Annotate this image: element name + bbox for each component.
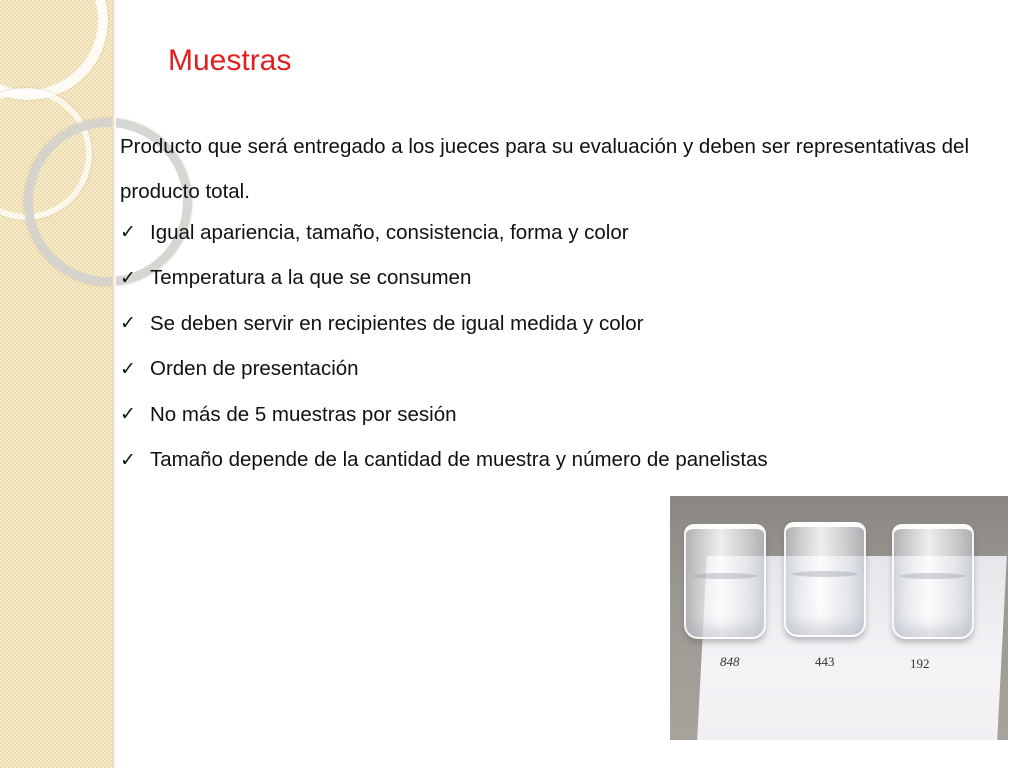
checkmark-icon: ✓: [120, 222, 136, 244]
bullet-text: Igual apariencia, tamaño, consistencia, forma y color: [150, 220, 629, 244]
sample-code-label: 192: [910, 656, 930, 671]
bullet-text: Se deben servir en recipientes de igual medida y color: [150, 311, 644, 335]
checkmark-icon: ✓: [120, 449, 136, 471]
sidebar-edge: [112, 0, 116, 768]
intro-paragraph: Producto que será entregado a los jueces para su evaluación y deben ser representativas del producto total.: [120, 135, 970, 203]
slide-title: Muestras: [168, 44, 292, 77]
sample-code-label: 848: [720, 654, 740, 669]
bullet-text: Tamaño depende de la cantidad de muestra y número de panelistas: [150, 448, 768, 472]
bullet-text: No más de 5 muestras por sesión: [150, 402, 457, 426]
decorative-sidebar: [0, 0, 112, 768]
bullet-item: [120, 438, 1000, 484]
bullet-item: [120, 392, 1000, 438]
checkmark-icon: ✓: [120, 313, 136, 335]
checkmark-icon: ✓: [120, 358, 136, 380]
beaker-glass: [784, 522, 866, 637]
checkmark-icon: ✓: [120, 404, 136, 426]
bullet-item: [120, 347, 1000, 393]
sample-code-label: 443: [815, 654, 835, 669]
bullet-item: [120, 301, 1000, 347]
checkmark-icon: ✓: [120, 267, 136, 289]
bullet-text: Orden de presentación: [150, 357, 359, 381]
beaker-glass: [892, 524, 974, 639]
bullet-item: [120, 256, 1000, 302]
bullet-list: [120, 210, 1000, 483]
samples-photo: [670, 496, 1008, 740]
decorative-ring: [0, 0, 108, 100]
bullet-text: Temperatura a la que se consumen: [150, 266, 472, 290]
beaker-glass: [684, 524, 766, 639]
bullet-item: [120, 210, 1000, 256]
